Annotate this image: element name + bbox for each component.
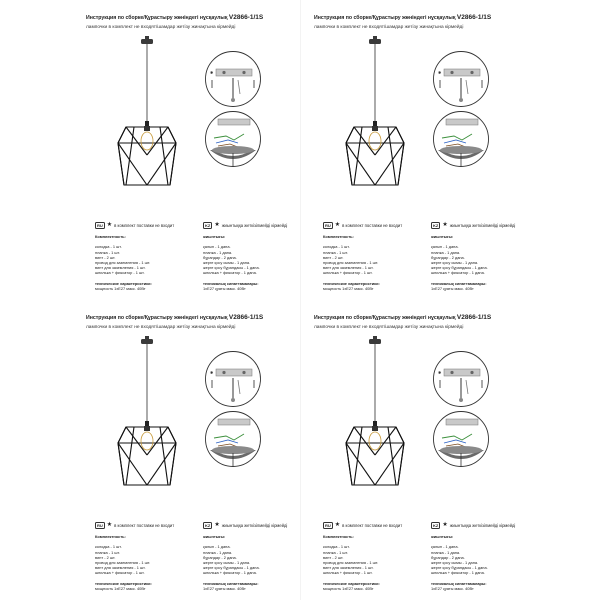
kz-item: шпилька + фиксатор - 1 дана.	[431, 270, 485, 276]
kz-item: бұрандар - 2 дана.	[203, 554, 237, 560]
model-number: V2866-1/1S	[228, 14, 264, 21]
pendant-lamp-illustration	[340, 35, 410, 195]
ru-legend	[323, 222, 402, 229]
kz-item: планка - 1 дана.	[203, 549, 233, 555]
kz-item: шпилька + фиксатор - 1 дана.	[431, 570, 485, 576]
ru-item: шпилька + фиксатор - 1 шт.	[323, 570, 373, 576]
model-number: V2866-1/1S	[456, 14, 492, 21]
ru-contents-heading: Комплектность:	[95, 534, 126, 539]
asterisk-icon: ★	[214, 522, 220, 528]
kz-tech-value: 1хЕ27 қуаты макс. 40Вт	[431, 586, 474, 591]
kz-item: қалып - 1 дана.	[203, 244, 231, 250]
ru-item: колодка - 1 шт.	[323, 244, 350, 250]
ru-item: шпилька + фиксатор - 1 шт.	[95, 570, 145, 576]
ru-item: планка - 1 шт.	[323, 249, 348, 255]
kz-note: жиынтыққа жеткізілмейді кірмейді	[221, 523, 288, 528]
ru-item: винт для заземления - 1 шт.	[95, 565, 146, 571]
ru-legend	[323, 522, 402, 529]
kz-item: қалып - 1 дана.	[203, 544, 231, 550]
svg-text:✱: ✱	[438, 370, 442, 375]
kz-note: жиынтыққа жеткізілмейді кірмейді	[449, 523, 516, 528]
kz-item: жерге қосу бұрандасы - 1 дана.	[431, 265, 488, 271]
asterisk-icon: ★	[442, 222, 448, 228]
ru-contents	[95, 234, 185, 291]
ru-contents	[323, 234, 413, 291]
kz-item: жерге қосу сымы - 1 дана.	[431, 260, 479, 265]
kz-legend	[431, 522, 515, 529]
ru-tech-value: мощность 1хЕ27 макс. 40Вт	[95, 286, 146, 291]
ru-item: провод для заземления - 1 шт.	[323, 260, 379, 265]
pendant-lamp-illustration	[112, 335, 182, 495]
ru-contents-heading: Комплектность:	[323, 534, 354, 539]
ru-item: винт для заземления - 1 шт.	[95, 265, 146, 271]
kz-tech-value: 1хЕ27 қуаты макс. 40Вт	[431, 286, 474, 291]
kz-item: жерге қосу сымы - 1 дана.	[431, 560, 479, 565]
ru-item: винт - 2 шт.	[323, 554, 344, 560]
ru-note: в комплект поставки не входит	[114, 223, 175, 228]
ru-tech-value: мощность 1хЕ27 макс. 40Вт	[95, 586, 146, 591]
ru-contents	[95, 534, 185, 591]
kz-item: жерге қосу сымы - 1 дана.	[203, 560, 251, 565]
model-number: V2866-1/1S	[228, 314, 264, 321]
ru-item: провод для заземления - 1 шт.	[95, 560, 151, 565]
ru-note: в комплект поставки не входит	[114, 523, 175, 528]
ru-item: планка - 1 шт.	[323, 549, 348, 555]
kz-item: бұрандар - 2 дана.	[431, 554, 465, 560]
kz-tech-value: 1хЕ27 қуаты макс. 40Вт	[203, 286, 246, 291]
kz-contents	[431, 534, 521, 591]
ru-item: винт для заземления - 1 шт.	[323, 565, 374, 571]
ru-item: провод для заземления - 1 шт.	[323, 560, 379, 565]
ru-legend	[95, 222, 174, 229]
model-number: V2866-1/1S	[456, 314, 492, 321]
kz-contents	[431, 234, 521, 291]
kz-item: бұрандар - 2 дана.	[431, 254, 465, 260]
ru-item: колодка - 1 шт.	[95, 544, 122, 550]
sheet-title	[314, 314, 491, 321]
sheet-title-text: Инструкция по сборке/Құрастыру жөніндегі нұсқаулық	[86, 15, 228, 21]
kz-contents-heading: жиынтығы:	[203, 534, 226, 539]
kz-contents-heading: жиынтығы:	[431, 534, 454, 539]
kz-item: жерге қосу бұрандасы - 1 дана.	[203, 565, 260, 571]
ru-item: винт для заземления - 1 шт.	[323, 265, 374, 271]
ru-tech-value: мощность 1хЕ27 макс. 40Вт	[323, 286, 374, 291]
ru-item: винт - 2 шт.	[95, 554, 116, 560]
ru-item: колодка - 1 шт.	[323, 544, 350, 550]
ru-item: планка - 1 шт.	[95, 249, 120, 255]
pendant-lamp-illustration	[112, 35, 182, 195]
ru-contents	[323, 534, 413, 591]
ru-badge: RU	[325, 523, 331, 528]
wiring-connection-detail-icon	[432, 110, 490, 168]
ru-note: в комплект поставки не входит	[342, 223, 403, 228]
sheet-subtitle: лампочки в комплект не входят/шамдар жетізу жинақтына кірмейді	[86, 325, 236, 330]
ru-item: планка - 1 шт.	[95, 549, 120, 555]
kz-badge: KZ	[433, 223, 439, 228]
svg-text:✱: ✱	[210, 70, 214, 75]
ru-tech-heading: технические характеристики:	[323, 280, 380, 286]
asterisk-icon: ★	[214, 222, 220, 228]
kz-tech-heading: техникалық сипаттамалары:	[203, 280, 259, 286]
kz-badge: KZ	[205, 523, 211, 528]
kz-tech-value: 1хЕ27 қуаты макс. 40Вт	[203, 586, 246, 591]
asterisk-icon: ★	[334, 522, 341, 528]
ru-contents-heading: Комплектность:	[95, 234, 126, 239]
kz-item: жерге қосу бұрандасы - 1 дана.	[431, 565, 488, 571]
sheet-title-text: Инструкция по сборке/Құрастыру жөніндегі нұсқаулық	[86, 315, 228, 321]
sheet-subtitle: лампочки в комплект не входят/шамдар жетізу жинақтына кірмейді	[86, 25, 236, 30]
kz-item: жерге қосу бұрандасы - 1 дана.	[203, 265, 260, 271]
ru-note: в комплект поставки не входит	[342, 523, 403, 528]
kz-badge: KZ	[433, 523, 439, 528]
kz-item: жерге қосу сымы - 1 дана.	[203, 260, 251, 265]
kz-contents-heading: жиынтығы:	[203, 234, 226, 239]
sheet-subtitle: лампочки в комплект не входят/шамдар жетізу жинақтына кірмейді	[314, 325, 464, 330]
asterisk-icon: ★	[334, 222, 341, 228]
asterisk-icon: ★	[106, 522, 113, 528]
ru-badge: RU	[97, 223, 103, 228]
asterisk-icon: ★	[106, 222, 113, 228]
ru-tech-value: мощность 1хЕ27 макс. 40Вт	[323, 586, 374, 591]
sheet-title-text: Инструкция по сборке/Құрастыру жөніндегі нұсқаулық	[314, 15, 456, 21]
ru-item: колодка - 1 шт.	[95, 244, 122, 250]
kz-tech-heading: техникалық сипаттамалары:	[431, 280, 487, 286]
kz-tech-heading: техникалық сипаттамалары:	[431, 580, 487, 586]
svg-text:✱: ✱	[438, 70, 442, 75]
kz-item: қалып - 1 дана.	[431, 544, 459, 550]
kz-legend	[431, 222, 515, 229]
pendant-lamp-illustration	[340, 335, 410, 495]
ru-item: провод для заземления - 1 шт.	[95, 260, 151, 265]
ru-tech-heading: технические характеристики:	[95, 280, 152, 286]
kz-item: планка - 1 дана.	[203, 249, 233, 255]
sheet-title-text: Инструкция по сборке/Құрастыру жөніндегі нұсқаулық	[314, 315, 456, 321]
kz-note: жиынтыққа жеткізілмейді кірмейді	[221, 223, 288, 228]
ru-tech-heading: технические характеристики:	[323, 580, 380, 586]
kz-tech-heading: техникалық сипаттамалары:	[203, 580, 259, 586]
ru-item: шпилька + фиксатор - 1 шт.	[95, 270, 145, 276]
kz-item: планка - 1 дана.	[431, 549, 461, 555]
mounting-bracket-detail-icon	[432, 50, 490, 108]
sheet-subtitle: лампочки в комплект не входят/шамдар жетізу жинақтына кірмейді	[314, 25, 464, 30]
ru-badge: RU	[325, 223, 331, 228]
kz-contents-heading: жиынтығы:	[431, 234, 454, 239]
kz-item: шпилька + фиксатор - 1 дана.	[203, 270, 257, 276]
wiring-connection-detail-icon	[432, 410, 490, 468]
ru-item: винт - 2 шт.	[95, 254, 116, 260]
ru-legend	[95, 522, 174, 529]
ru-tech-heading: технические характеристики:	[95, 580, 152, 586]
kz-item: бұрандар - 2 дана.	[203, 254, 237, 260]
kz-item: шпилька + фиксатор - 1 дана.	[203, 570, 257, 576]
mounting-bracket-detail-icon	[432, 350, 490, 408]
kz-item: планка - 1 дана.	[431, 249, 461, 255]
sheet-title	[314, 14, 491, 21]
ru-item: шпилька + фиксатор - 1 шт.	[323, 270, 373, 276]
svg-text:✱: ✱	[210, 370, 214, 375]
kz-note: жиынтыққа жеткізілмейді кірмейді	[449, 223, 516, 228]
instruction-sheet	[228, 0, 528, 300]
asterisk-icon: ★	[442, 522, 448, 528]
kz-badge: KZ	[205, 223, 211, 228]
ru-contents-heading: Комплектность:	[323, 234, 354, 239]
instruction-sheet	[228, 300, 528, 600]
ru-badge: RU	[97, 523, 103, 528]
ru-item: винт - 2 шт.	[323, 254, 344, 260]
kz-item: қалып - 1 дана.	[431, 244, 459, 250]
